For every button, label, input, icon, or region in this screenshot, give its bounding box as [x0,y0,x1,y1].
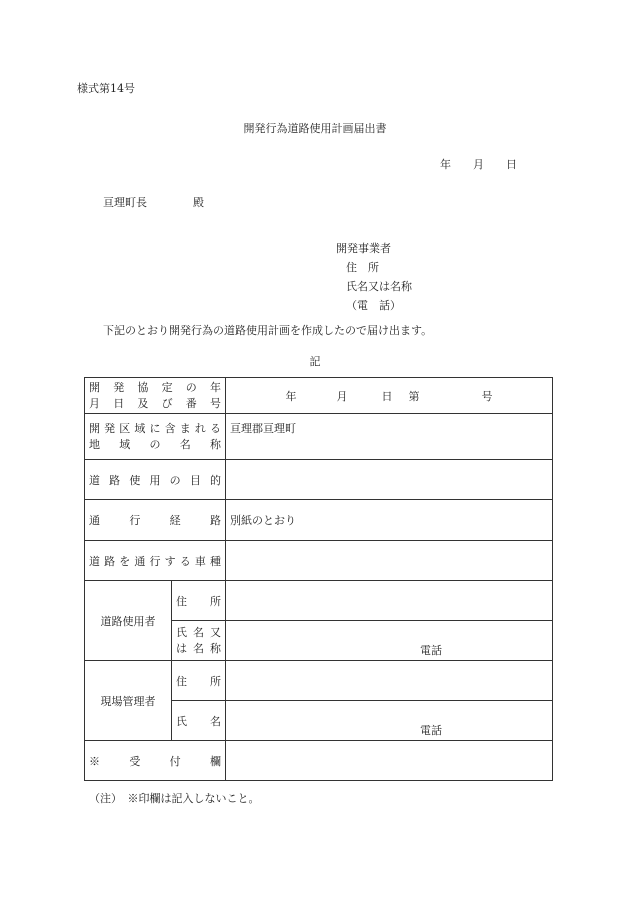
road-user-name-value[interactable] [226,621,553,661]
footnote: （注） ※印欄は記入しないこと。 [89,792,260,805]
vehicle-label: 道路を通行する車種 [85,541,226,581]
applicant-address-label: 住 所 [346,261,379,274]
site-manager-name-value[interactable] [226,701,553,741]
date-year-label: 年 [440,158,451,171]
addressee [103,196,204,209]
agreement-dai-label: 第 [408,389,420,403]
applicant-block [336,242,412,318]
vehicle-value[interactable] [226,541,553,581]
area-label-line1: 開発区域に含まれる [89,421,221,435]
agreement-go-label: 号 [481,389,493,403]
reception-row [85,741,553,781]
road-user-address-value[interactable] [226,581,553,621]
agreement-row [85,378,553,414]
site-manager-address-row [85,661,553,701]
road-user-name-label-line2: は名称 [176,641,221,655]
agreement-label-line2: 月日及び番号 [89,396,221,410]
site-manager-phone-label: 電話 [420,724,442,737]
road-user-name-label [172,621,226,661]
agreement-year-label: 年 [285,389,297,403]
addressee-honorific: 殿 [193,196,204,209]
area-row [85,414,553,460]
road-user-name-label-line1: 氏名又 [176,625,221,639]
area-label [85,414,226,460]
road-user-label: 道路使用者 [85,581,172,661]
site-manager-name-label: 氏名 [172,701,226,741]
site-manager-address-label: 住所 [172,661,226,701]
road-user-phone-label: 電話 [420,644,442,657]
intro-text: 下記のとおり開発行為の道路使用計画を作成したので届け出ます。 [103,324,433,337]
agreement-label-line1: 開発協定の年 [89,380,221,394]
purpose-value[interactable] [226,460,553,500]
applicant-heading: 開発事業者 [336,242,391,255]
reception-label: ※受付欄 [85,741,226,781]
road-user-address-row [85,581,553,621]
route-row [85,500,553,541]
addressee-name: 亘理町長 [103,196,147,209]
route-value[interactable]: 別紙のとおり [226,500,553,541]
site-manager-label: 現場管理者 [85,661,172,741]
applicant-name-label: 氏名又は名称 [346,280,412,293]
area-label-line2: 地域の名称 [89,437,221,451]
purpose-label: 道路使用の目的 [85,460,226,500]
area-value[interactable]: 亘理郡亘理町 [226,414,553,460]
date-month-label: 月 [473,158,484,171]
purpose-row [85,460,553,500]
reception-value [226,741,553,781]
ki-heading: 記 [309,355,321,368]
agreement-day-label: 日 [381,389,393,403]
submission-date [440,158,517,171]
plan-table [84,377,553,781]
applicant-phone-label: （電 話） [346,299,401,312]
agreement-month-label: 月 [336,389,348,403]
agreement-label [85,378,226,414]
route-label: 通行経路 [85,500,226,541]
agreement-value[interactable] [226,378,553,414]
form-number: 様式第14号 [77,82,135,95]
vehicle-row [85,541,553,581]
document-title: 開発行為道路使用計画届出書 [243,122,387,135]
date-day-label: 日 [506,158,517,171]
road-user-address-label: 住所 [172,581,226,621]
site-manager-address-value[interactable] [226,661,553,701]
